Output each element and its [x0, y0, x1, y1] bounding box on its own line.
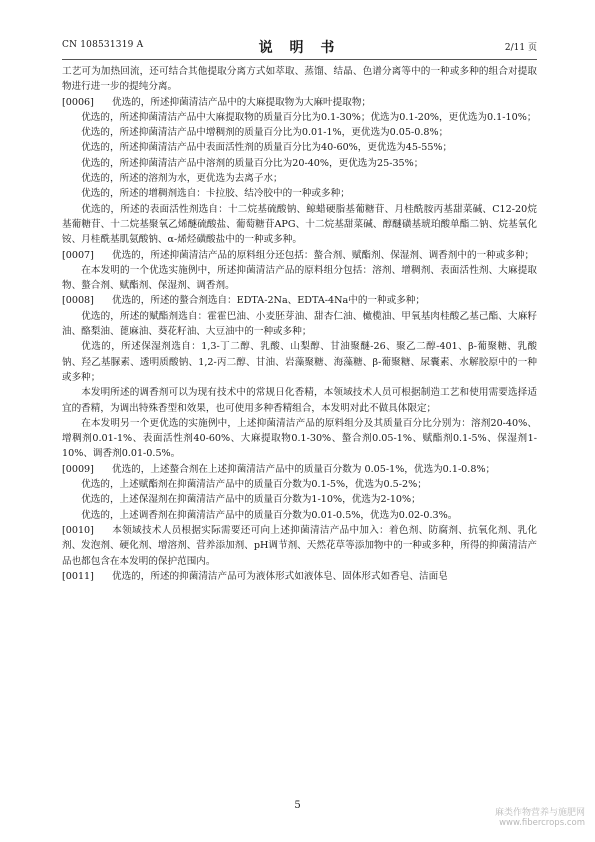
paragraph — [62, 508, 537, 523]
paragraph — [62, 293, 537, 308]
paragraph-text: 优选的，所述的抑菌清洁产品可为液体形式如液体皂、固体形式如香皂、洁面皂 — [112, 570, 448, 582]
paragraph-text: 优选的，所述抑菌清洁产品中大麻提取物的质量百分比为0.1-30%；优选为0.1-20%，更优选为0.1-10%； — [81, 111, 537, 123]
paragraph-text: 本发明所述的调香剂可以为现有技术中的常规日化香精，本领域技术人员可根据制造工艺和使用需要选择适宜的香精，为调出特殊香型和效果，也可使用多种香精组合，本发明对此不做具体限定； — [62, 387, 537, 414]
paragraph-number: [0006] — [62, 96, 94, 108]
paragraph-text: 优选的，所述抑菌清洁产品中溶剂的质量百分比为20-40%，更优选为25-35%； — [81, 157, 424, 169]
paragraph-text: 优选的，所述抑菌清洁产品中增稠剂的质量百分比为0.01-1%，更优选为0.05-0.8%； — [81, 127, 449, 139]
paragraph-text: 优选的，所述的螯合剂选自：EDTA-2Na、EDTA-4Na中的一种或多种； — [112, 295, 425, 307]
paragraph — [62, 171, 537, 186]
paragraph-text: 优选的，所述抑菌清洁产品的原料组分还包括：螯合剂、赋酯剂、保湿剂、调香剂中的一种或多种； — [112, 249, 535, 261]
paragraph-text: 优选的，所述保湿剂选自：1,3-丁二醇、乳酸、山梨醇、甘油聚醚-26、聚乙二醇-401、β-葡聚糖、乳酸钠、羟乙基脲素、透明质酸钠、1,2-丙二醇、甘油、岩藻聚糖、海藻糖、β-葡聚糖、尿囊素、水解胶原中的一种或多种； — [62, 341, 537, 383]
paragraph — [62, 64, 537, 95]
paragraph — [62, 125, 537, 140]
paragraph — [62, 140, 537, 155]
paragraph-text: 工艺可为加热回流，还可结合其他提取分离方式如萃取、蒸馏、结晶、色谱分离等中的一种或多种的组合对提取物进行进一步的提纯分离。 — [62, 66, 537, 93]
paragraph-number: [0011] — [62, 570, 94, 582]
watermark — [495, 805, 585, 828]
paragraph-text: 本领域技术人员根据实际需要还可向上述抑菌清洁产品中加入：着色剂、防腐剂、抗氧化剂、乳化剂、发泡剂、硬化剂、增溶剂、营养添加剂、pH调节剂、天然花草等添加物中的一种或多种，所得的抑菌清洁产品也都包含在本发明的保护范围内。 — [62, 524, 538, 567]
paragraph-text: 优选的，所述的溶剂为水，更优选为去离子水； — [81, 173, 283, 185]
page-header — [62, 40, 537, 56]
paragraph-text: 优选的，所述的赋酯剂选自：霍霍巴油、小麦胚芽油、甜杏仁油、橄榄油、甲氧基肉桂酸乙基己酯、大麻籽油、酪梨油、蓖麻油、葵花籽油、大豆油中的一种或多种； — [62, 310, 537, 338]
paragraph-text: 优选的，所述抑菌清洁产品中表面活性剂的质量百分比为40-60%，更优选为45-55%； — [81, 142, 453, 154]
paragraph — [62, 523, 537, 569]
paragraph-text: 优选的，所述的增稠剂选自：卡拉胶、结冷胶中的一种或多种； — [81, 188, 350, 200]
document-title: 说 明 书 — [258, 40, 341, 56]
page-indicator: 2/11 页 — [504, 43, 537, 53]
watermark-url: www.fibercrops.com — [499, 818, 585, 828]
document-body — [62, 64, 537, 584]
paragraph-text: 优选的，上述赋酯剂在抑菌清洁产品中的质量百分数为0.1-5%，优选为0.5-2%； — [81, 479, 427, 491]
paragraph-text: 优选的，上述螯合剂在上述抑菌清洁产品中的质量百分数为 0.05-1%，优选为0.1-0.8%； — [112, 463, 496, 475]
paragraph-text: 优选的，所述抑菌清洁产品中的大麻提取物为大麻叶提取物； — [112, 96, 372, 108]
paragraph — [62, 477, 537, 492]
paragraph — [62, 263, 537, 294]
header-rule — [62, 59, 537, 60]
paragraph-number: [0008] — [62, 295, 94, 307]
paragraph — [62, 569, 537, 584]
paragraph-text: 在本发明的一个优选实施例中，所述抑菌清洁产品的原料组分包括：溶剂、增稠剂、表面活性剂、大麻提取物、螯合剂、赋酯剂、保湿剂、调香剂。 — [62, 264, 537, 292]
paragraph-number: [0007] — [62, 249, 94, 261]
paragraph — [62, 492, 537, 507]
paragraph — [62, 385, 537, 416]
paragraph-text: 优选的，上述调香剂在抑菌清洁产品中的质量百分数为0.01-0.5%，优选为0.02-0.3%。 — [81, 509, 458, 521]
paragraph — [62, 156, 537, 171]
paragraph — [62, 339, 537, 385]
paragraph-text: 优选的，上述保湿剂在抑菌清洁产品中的质量百分数为1-10%，优选为2-10%； — [81, 494, 421, 506]
paragraph — [62, 95, 537, 110]
paragraph — [62, 309, 537, 340]
watermark-site-name: 麻类作物营养与施肥网 — [494, 808, 585, 818]
paragraph-number: [0010] — [62, 524, 94, 536]
paragraph — [62, 416, 537, 462]
paragraph-text: 在本发明另一个更优选的实施例中，上述抑菌清洁产品的原料组分及其质量百分比分别为：溶剂20-40%、增稠剂0.01-1%、表面活性剂40-60%、大麻提取物0.1-30%、螯合剂0.05-1%、赋酯剂0.1-5%、保湿剂1-10%、调香剂0.01-0.5%。 — [62, 417, 537, 460]
paragraph — [62, 248, 537, 263]
paragraph — [62, 202, 537, 248]
paragraph — [62, 462, 537, 477]
page-number: 5 — [294, 800, 301, 811]
patent-number: CN 108531319 A — [62, 40, 144, 50]
paragraph-number: [0009] — [62, 463, 94, 475]
paragraph — [62, 110, 537, 125]
paragraph-text: 优选的，所述的表面活性剂选自：十二烷基硫酸钠、鲸蜡硬脂基葡糖苷、月桂酰胺丙基甜菜碱、C12-20烷基葡糖苷、十二烷基聚氧乙烯醚硫酸盐、葡萄糖苷APG、十二烷基甜菜碱、醇醚磺基琥珀酸单酯二钠、烷基氧化铵、月桂酰基肌氨酸钠、α-烯烃磺酸盐中的一种或多种。 — [62, 203, 537, 246]
paragraph — [62, 186, 537, 201]
